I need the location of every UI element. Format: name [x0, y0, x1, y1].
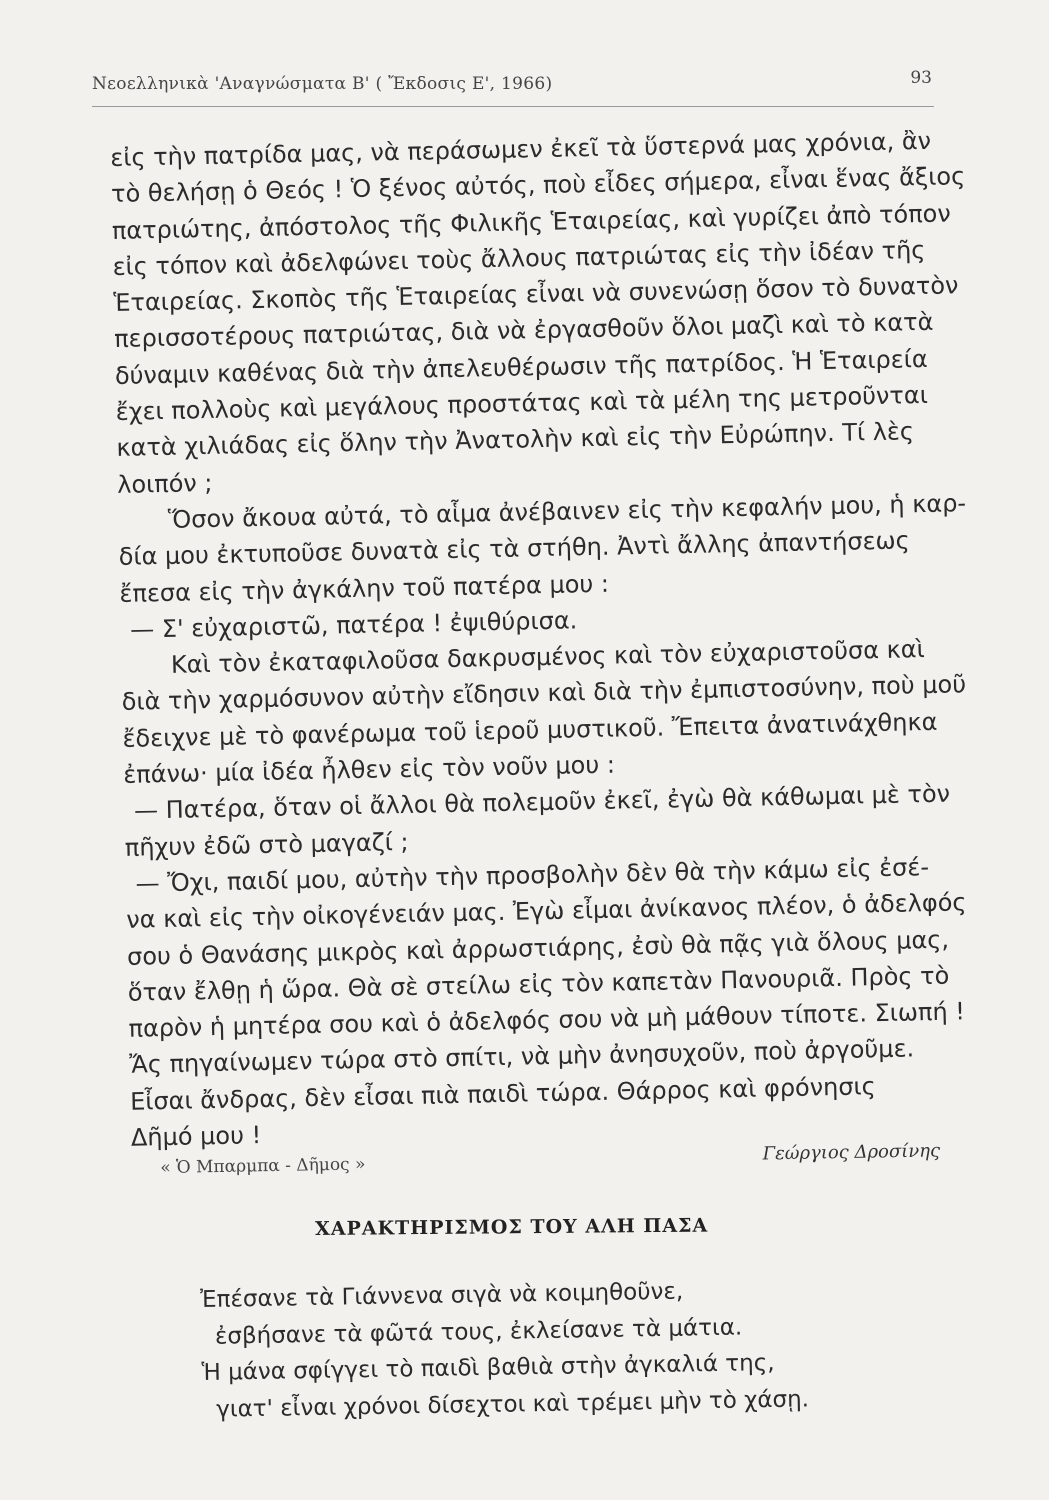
text-line: Ὅσον ἄκουα αὐτά, τὸ αἷμα ἀνέβαινεν εἰς τὴν κεφαλήν μου, ἡ καρ- — [167, 489, 967, 534]
text-line: ἐπάνω· μία ἰδέα ἦλθεν εἰς τὸν νοῦν μου : — [123, 750, 616, 789]
text-line: ἔχει πολλοὺς καὶ μεγάλους προστάτας καὶ τὰ μέλη της μετροῦνται — [115, 381, 929, 427]
text-line: σου ὁ Θανάσης μικρὸς καὶ ἀρρωστιάρης, ἐσὺ θὰ πᾷς γιὰ ὅλους μας, — [126, 925, 950, 971]
text-line: τὸ θελήσῃ ὁ Θεός ! Ὁ ξένος αὐτός, ποὺ εἶδες σήμερα, εἶναι ἕνας ἄξιος — [110, 162, 966, 209]
text-line: Ἑταιρείας. Σκοπὸς τῆς Ἑταιρείας εἶναι νὰ συνενώσῃ ὅσον τὸ δυνατὸν — [113, 271, 959, 318]
text-line: Καὶ τὸν ἐκαταφιλοῦσα δακρυσμένος καὶ τὸν εὐχαριστοῦσα καὶ — [170, 635, 925, 679]
text-line: εἰς τόπον καὶ ἀδελφώνει τοὺς ἄλλους πατριώτας εἰς τὴν ἰδέαν τῆς — [112, 235, 926, 281]
poem-title: ΧΑΡΑΚΤΗΡΙΣΜΟΣ ΤΟΥ ΑΛΗ ΠΑΣΑ — [315, 1214, 709, 1240]
running-title: Νεοελληνικὰ 'Αναγνώσματα Β' ( Ἔκδοσις Ε', 1966) — [92, 74, 553, 94]
text-line: λοιπόν ; — [116, 468, 213, 499]
text-line: Δῆμό μου ! — [130, 1121, 262, 1152]
text-line: παρὸν ἡ μητέρα σου καὶ ὁ ἀδελφός σου νὰ μὴ μάθουν τίποτε. Σιωπή ! — [128, 997, 966, 1043]
text-line: εἰς τὴν πατρίδα μας, νὰ περάσωμεν ἐκεῖ τὰ ὕστερνά μας χρόνια, ἂν — [110, 126, 932, 172]
text-line: Εἶσαι ἄνδρας, δὲν εἶσαι πιὰ παιδὶ τώρα. Θάρρος καὶ φρόνησις — [129, 1071, 877, 1116]
text-line: πατριώτης, ἀπόστολος τῆς Φιλικῆς Ἑταιρείας, καὶ γυρίζει ἀπὸ τόπον — [111, 199, 952, 245]
text-line: διὰ τὴν χαρμόσυνον αὐτὴν εἴδησιν καὶ διὰ τὴν ἐμπιστοσύνην, ποὺ μοῦ — [121, 670, 967, 717]
text-line: δύναμιν καθένας διὰ τὴν ἀπελευθέρωσιν τῆς πατρίδος. Ἡ Ἑταιρεία — [114, 344, 928, 390]
text-line: ἔδειχνε μὲ τὸ φανέρωμα τοῦ ἱεροῦ μυστικοῦ. Ἔπειτα ἀνατινάχθηκα — [122, 707, 938, 753]
source-work: « Ὁ Μπαρμπα - Δῆμος » — [160, 1154, 366, 1178]
page-header — [92, 68, 932, 108]
text-line: πῆχυν ἐδῶ στὸ μαγαζί ; — [124, 827, 409, 862]
text-line: δία μου ἐκτυποῦσε δυνατὰ εἰς τὰ στήθη. Ἀντὶ ἄλλης ἀπαντήσεως — [118, 526, 910, 572]
poem-line: Ἡ μάνα σφίγγει τὸ παιδὶ βαθιὰ στὴν ἀγκαλιά της, — [201, 1349, 775, 1386]
poem-line: γιατ' εἶναι χρόνοι δίσεχτοι καὶ τρέμει μὴν τὸ χάσῃ. — [215, 1385, 810, 1423]
poem-body — [200, 1269, 922, 1428]
text-line: ὅταν ἔλθῃ ἡ ὥρα. Θὰ σὲ στείλω εἰς τὸν καπετὰν Πανουριᾶ. Πρὸς τὸ — [127, 961, 950, 1007]
text-line: να καὶ εἰς τὴν οἰκογένειάν μας. Ἐγὼ εἶμαι ἀνίκανος πλέον, ὁ ἀδελφός — [126, 888, 967, 935]
poem-line: ἐσβήσανε τὰ φῶτά τους, ἐκλείσανε τὰ μάτια. — [214, 1314, 743, 1350]
text-line: — Σ' εὐχαριστῶ, πατέρα ! ἐψιθύρισα. — [129, 606, 578, 644]
text-line: — Ὄχι, παιδί μου, αὐτὴν τὴν προσβολὴν δὲν θὰ τὴν κάμω εἰς ἐσέ- — [135, 852, 930, 898]
text-line: — Πατέρα, ὅταν οἱ ἄλλοι θὰ πολεμοῦν ἐκεῖ, ἐγὼ θὰ κάθωμαι μὲ τὸν — [133, 779, 951, 825]
page-number: 93 — [910, 68, 932, 88]
header-rule — [92, 106, 934, 107]
text-line: Ἄς πηγαίνωμεν τώρα στὸ σπίτι, νὰ μὴν ἀνησυχοῦν, ποὺ ἀργοῦμε. — [129, 1034, 915, 1080]
text-line: κατὰ χιλιάδας εἰς ὅλην τὴν Ἀνατολὴν καὶ εἰς τὴν Εὐρώπην. Τί λὲς — [116, 417, 915, 463]
author-name: Γεώργιος Δροσίνης — [762, 1140, 941, 1165]
poem-line: Ἐπέσανε τὰ Γιάννενα σιγὰ νὰ κοιμηθοῦνε, — [200, 1278, 684, 1313]
text-line: ἔπεσα εἰς τὴν ἀγκάλην τοῦ πατέρα μου : — [119, 569, 610, 608]
text-line: περισσοτέρους πατριώτας, διὰ νὰ ἐργασθοῦν ὅλοι μαζὶ καὶ τὸ κατὰ — [113, 308, 934, 354]
prose-body — [110, 122, 981, 1156]
